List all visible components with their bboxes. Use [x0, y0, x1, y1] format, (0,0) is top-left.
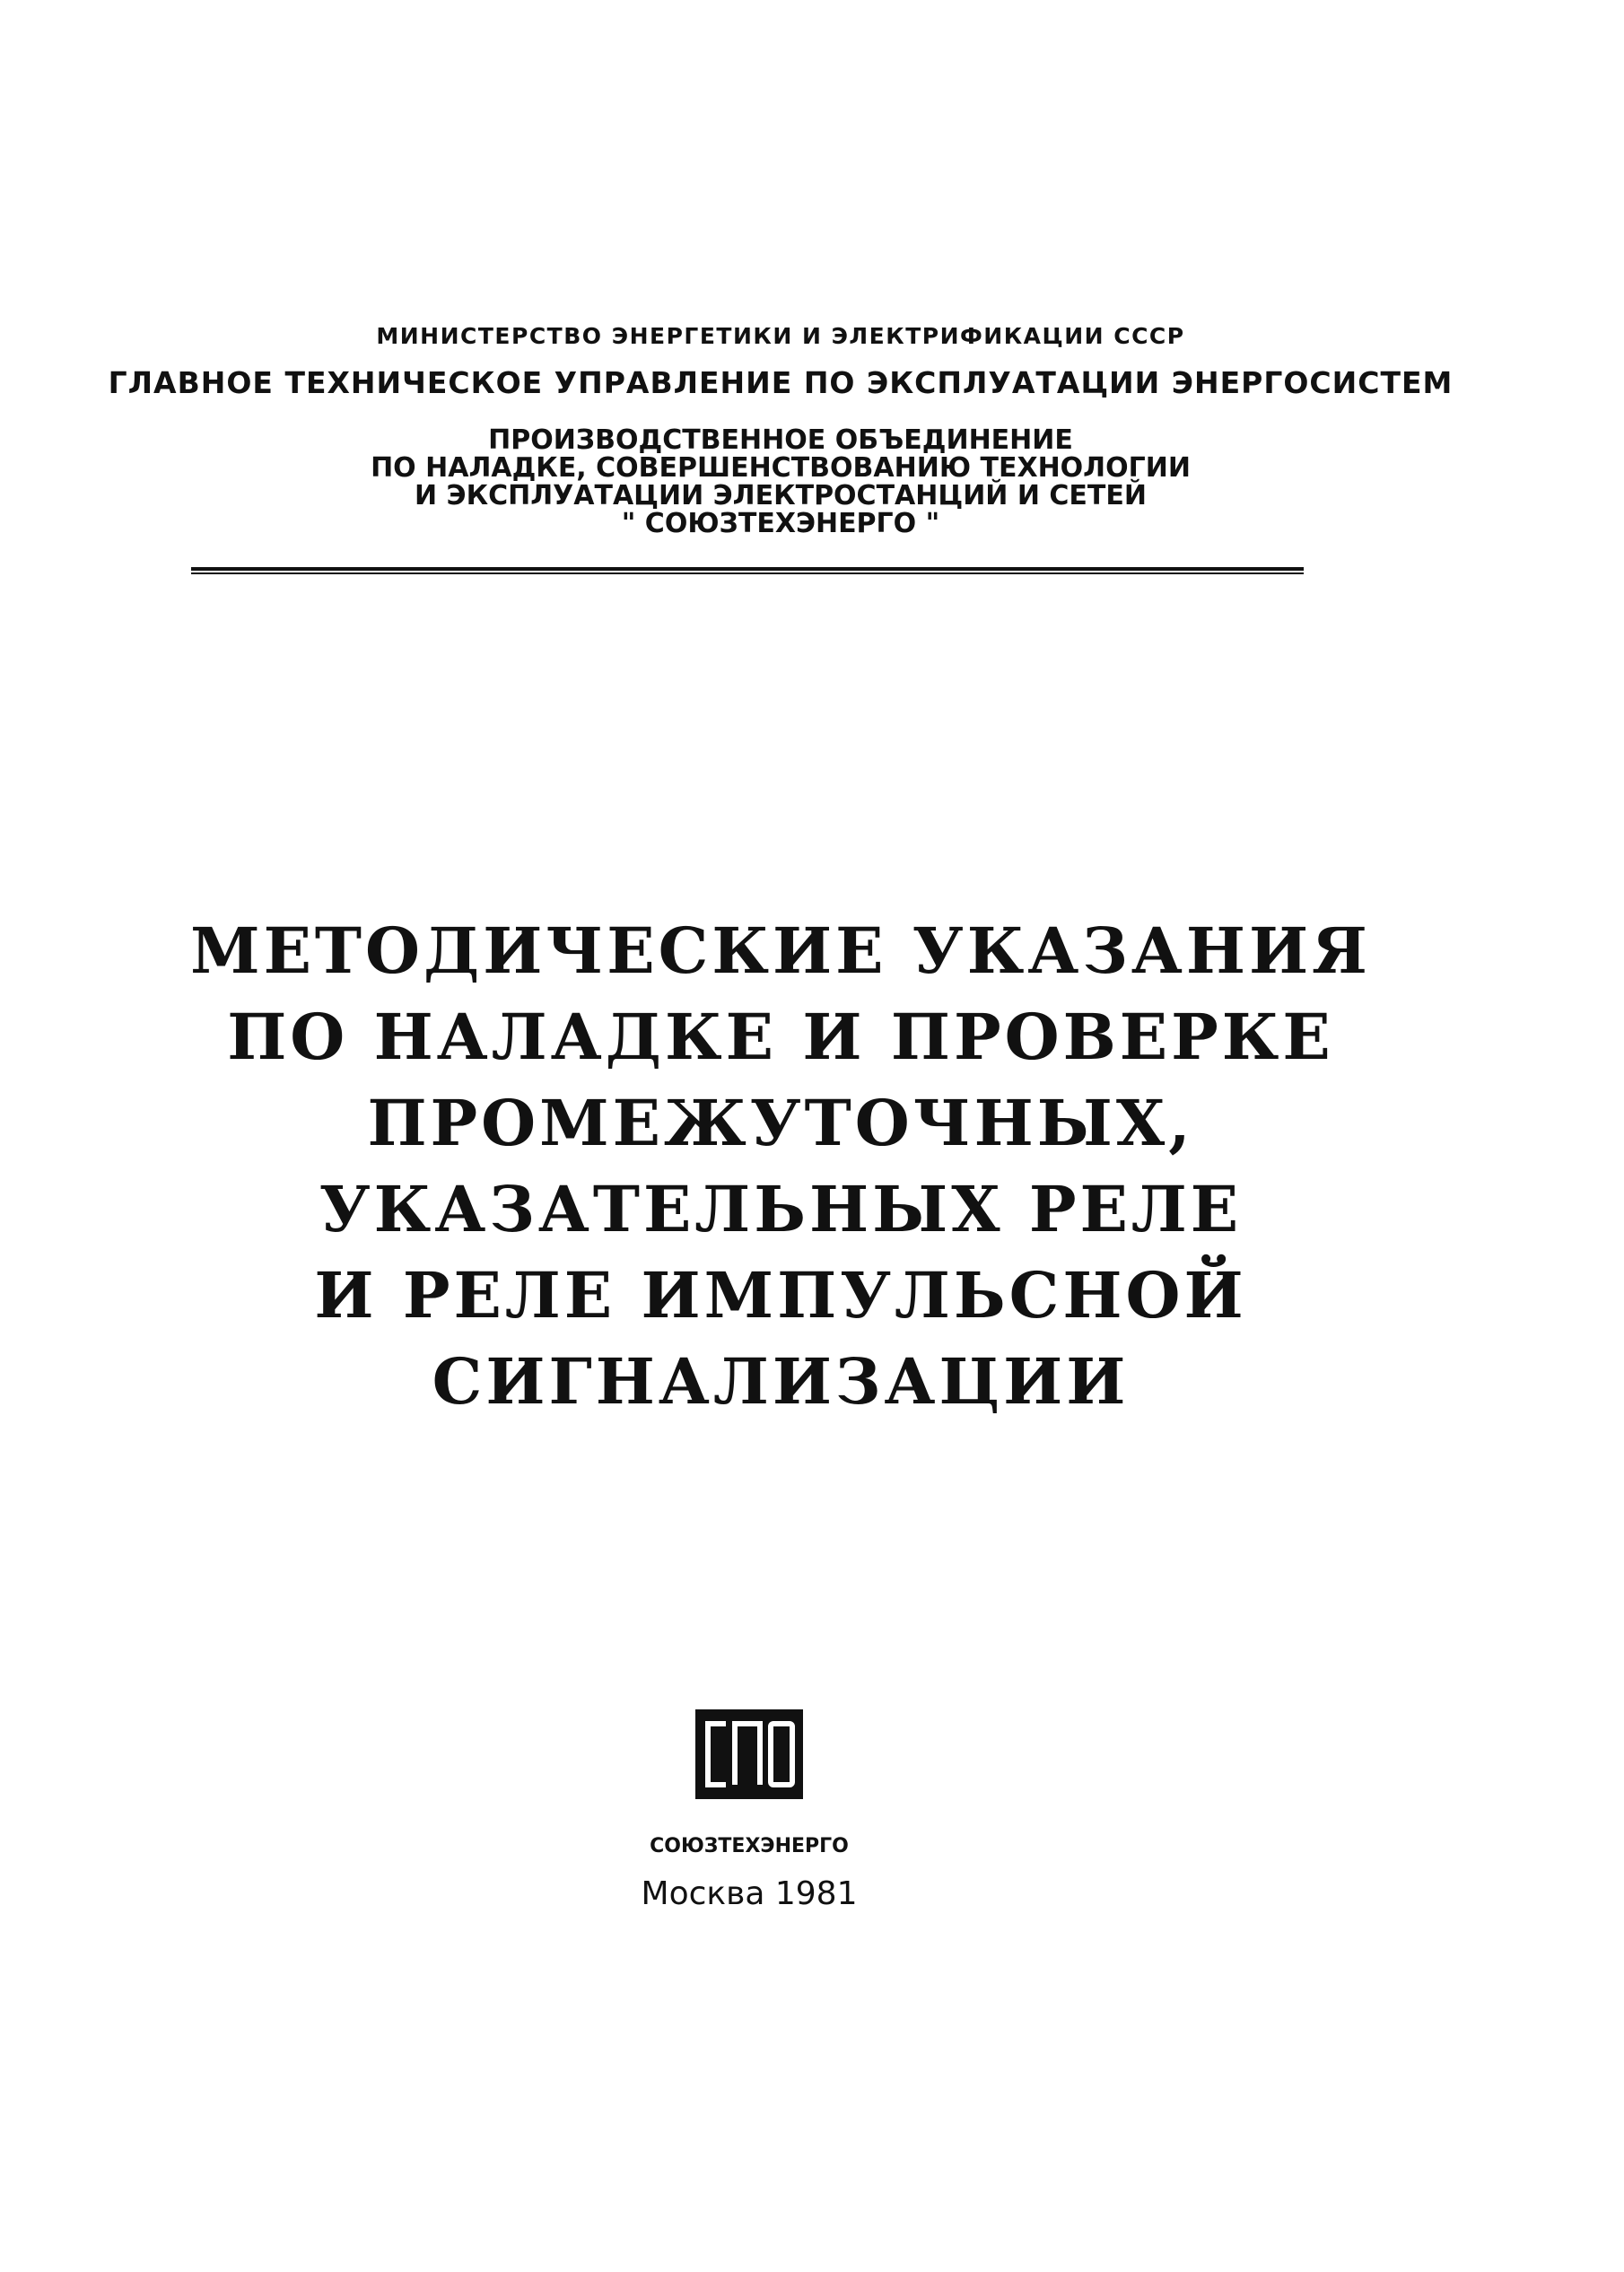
- publisher-name: СОЮЗТЕХЭНЕРГО: [650, 1835, 849, 1857]
- title-line: УКАЗАТЕЛЬНЫХ РЕЛЕ: [319, 1172, 1243, 1246]
- document-title: [0, 908, 1624, 1425]
- title-line: СИГНАЛИЗАЦИИ: [432, 1344, 1130, 1419]
- ministry-heading: МИНИСТЕРСТВО ЭНЕРГЕТИКИ И ЭЛЕКТРИФИКАЦИИ СССР: [376, 323, 1185, 349]
- header-divider: [191, 567, 1304, 574]
- spo-logo-icon: [695, 1709, 803, 1799]
- title-line: ПРОМЕЖУТОЧНЫХ,: [367, 1086, 1194, 1160]
- directorate-heading: ГЛАВНОЕ ТЕХНИЧЕСКОЕ УПРАВЛЕНИЕ ПО ЭКСПЛУАТАЦИИ ЭНЕРГОСИСТЕМ: [108, 365, 1454, 400]
- organization-line: ПРОИЗВОДСТВЕННОЕ ОБЪЕДИНЕНИЕ: [488, 424, 1073, 456]
- organization-line: ПО НАЛАДКЕ, СОВЕРШЕНСТВОВАНИЮ ТЕХНОЛОГИИ: [371, 452, 1191, 484]
- organization-block: [0, 426, 1624, 537]
- title-line: МЕТОДИЧЕСКИЕ УКАЗАНИЯ: [190, 913, 1371, 988]
- title-line: ПО НАЛАДКЕ И ПРОВЕРКЕ: [227, 1000, 1334, 1074]
- organization-line: " СОЮЗТЕХЭНЕРГО ": [621, 508, 940, 539]
- title-line: И РЕЛЕ ИМПУЛЬСНОЙ: [314, 1258, 1247, 1333]
- imprint-city-year: Москва 1981: [641, 1875, 858, 1912]
- organization-line: И ЭКСПЛУАТАЦИИ ЭЛЕКТРОСТАНЦИЙ И СЕТЕЙ: [415, 480, 1147, 511]
